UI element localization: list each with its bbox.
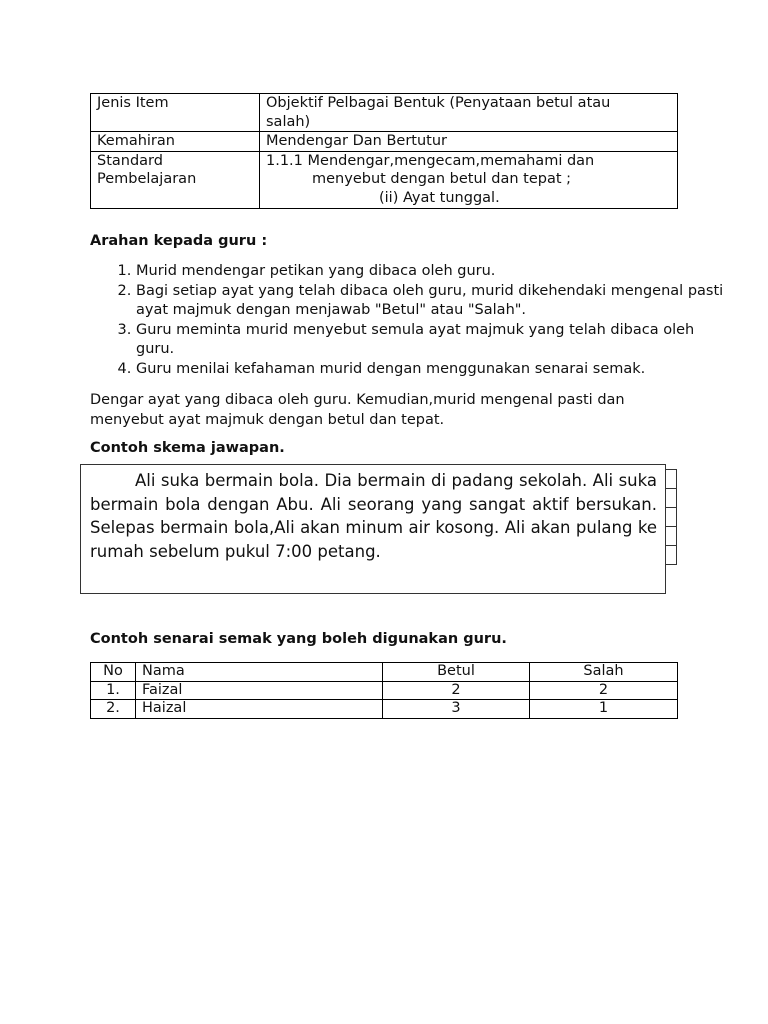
info-value bbox=[260, 151, 678, 209]
column-header-no: No bbox=[91, 663, 136, 682]
info-value-line: Objektif Pelbagai Bentuk (Penyataan betul atau bbox=[266, 95, 611, 111]
checklist-header-row bbox=[91, 663, 678, 682]
table-row bbox=[91, 700, 678, 719]
answer-box bbox=[80, 464, 666, 594]
info-value-line: (ii) Ayat tunggal. bbox=[379, 189, 500, 206]
column-header-betul: Betul bbox=[383, 663, 530, 682]
info-row-standard bbox=[91, 151, 678, 209]
standard-code: 1.1.1 bbox=[266, 152, 303, 169]
cell-no: 2. bbox=[91, 700, 136, 719]
column-header-nama: Nama bbox=[136, 663, 383, 682]
cell-betul: 3 bbox=[383, 700, 530, 719]
example-heading: Contoh skema jawapan. bbox=[90, 440, 285, 456]
list-item: 4. Guru menilai kefahaman murid dengan menggunakan senarai semak. bbox=[136, 360, 726, 380]
info-label: Jenis Item bbox=[91, 94, 260, 132]
info-row-kemahiran bbox=[91, 132, 678, 152]
info-value-line: menyebut dengan betul dan tepat ; bbox=[312, 171, 572, 187]
list-item: 3. Guru meminta murid menyebut semula ayat majmuk yang telah dibaca oleh guru. bbox=[136, 321, 726, 360]
table-row bbox=[91, 681, 678, 700]
info-table bbox=[90, 93, 678, 209]
checklist-heading: Contoh senarai semak yang boleh digunakan guru. bbox=[90, 631, 507, 647]
info-value bbox=[260, 94, 678, 132]
checklist-table bbox=[90, 662, 678, 719]
instructions-list bbox=[90, 262, 726, 379]
column-header-salah: Salah bbox=[530, 663, 678, 682]
info-value: Mendengar Dan Bertutur bbox=[260, 132, 678, 152]
side-cell bbox=[665, 526, 677, 546]
side-cell bbox=[665, 488, 677, 508]
info-label bbox=[91, 151, 260, 209]
cell-salah: 2 bbox=[530, 681, 678, 700]
cell-no: 1. bbox=[91, 681, 136, 700]
list-item: 1. Murid mendengar petikan yang dibaca oleh guru. bbox=[136, 262, 726, 282]
info-value-line bbox=[266, 152, 671, 171]
cell-nama: Faizal bbox=[136, 681, 383, 700]
side-cell bbox=[665, 545, 677, 565]
answer-side-cells bbox=[665, 470, 677, 565]
list-item: 2. Bagi setiap ayat yang telah dibaca oleh guru, murid dikehendaki mengenal pasti ayat majmuk dengan menjawab "Betul" atau "Salah". bbox=[136, 282, 726, 321]
answer-text: Ali suka bermain bola. Dia bermain di padang sekolah. Ali suka bermain bola dengan Abu. Ali seorang yang sangat aktif bersukan. Selepas bermain bola,Ali akan minum air kosong. Ali akan pulang ke rumah sebelum pukul 7:00 petang. bbox=[90, 471, 657, 561]
info-label: Kemahiran bbox=[91, 132, 260, 152]
standard-text: Mendengar,mengecam,memahami dan bbox=[307, 152, 595, 169]
cell-salah: 1 bbox=[530, 700, 678, 719]
side-cell bbox=[665, 507, 677, 527]
instruction-paragraph: Dengar ayat yang dibaca oleh guru. Kemudian,murid mengenal pasti dan menyebut ayat majmuk dengan betul dan tepat. bbox=[90, 392, 625, 428]
cell-betul: 2 bbox=[383, 681, 530, 700]
side-cell bbox=[665, 469, 677, 489]
cell-nama: Haizal bbox=[136, 700, 383, 719]
info-label-line: Standard bbox=[97, 152, 163, 169]
instructions-heading: Arahan kepada guru : bbox=[90, 233, 268, 249]
info-value-line: salah) bbox=[266, 113, 311, 130]
info-label-line: Pembelajaran bbox=[97, 171, 197, 187]
info-row-jenis-item bbox=[91, 94, 678, 132]
